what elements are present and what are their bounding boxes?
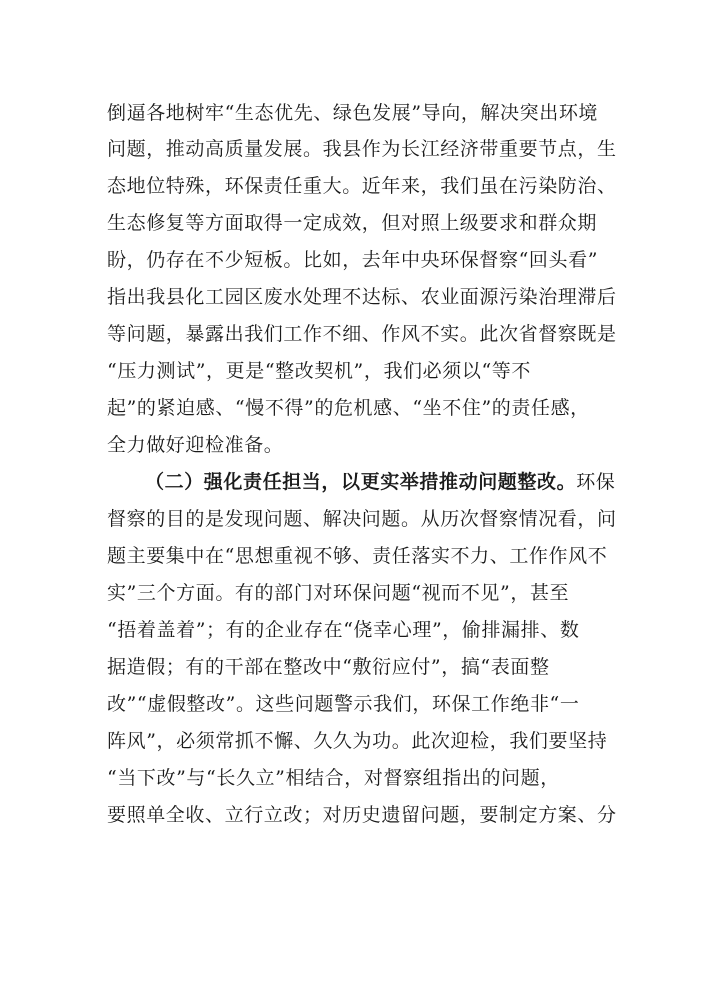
paragraph2-first-line-tail: 环保 — [576, 471, 616, 493]
paragraph2-line-8: “当下改”与“长久立”相结合，对督察组指出的问题， — [107, 767, 560, 789]
paragraph1-line-3: 态地位特殊，环保责任重大。近年来，我们虽在污染防治、 — [107, 175, 617, 197]
section-heading: （二）强化责任担当，以更实举措推动问题整改。 — [145, 471, 577, 493]
paragraph1-line-7: 等问题，暴露出我们工作不细、作风不实。此次省督察既是 — [107, 323, 617, 345]
paragraph2-line-6: 改”“虚假整改”。这些问题警示我们，环保工作绝非“一 — [107, 693, 580, 715]
paragraph2-line-5: 据造假；有的干部在整改中“敷衍应付”，搞“表面整 — [107, 656, 550, 678]
paragraph2-line-4: “捂着盖着”；有的企业存在“侥幸心理”，偷排漏排、数 — [107, 619, 580, 641]
paragraph2-line-9: 要照单全收、立行立改；对历史遗留问题，要制定方案、分 — [107, 804, 617, 826]
paragraph1-line-6: 指出我县化工园区废水处理不达标、农业面源污染治理滞后 — [107, 286, 617, 308]
paragraph1-line-5: 盼，仍存在不少短板。比如，去年中央环保督察“回头看” — [107, 249, 599, 271]
paragraph2-line-1: 督察的目的是发现问题、解决问题。从历次督察情况看，问 — [107, 508, 617, 530]
paragraph1-line-2: 问题，推动高质量发展。我县作为长江经济带重要节点，生 — [107, 138, 617, 160]
paragraph2-line-2: 题主要集中在“思想重视不够、责任落实不力、工作作风不 — [107, 545, 608, 567]
paragraph2-line-3: 实”三个方面。有的部门对环保问题“视而不见”，甚至 — [107, 582, 570, 604]
paragraph1-line-1: 倒逼各地树牢“生态优先、绿色发展”导向，解决突出环境 — [107, 102, 599, 124]
paragraph1-line-4: 生态修复等方面取得一定成效，但对照上级要求和群众期 — [107, 212, 598, 234]
paragraph1-line-9: 起”的紧迫感、“慢不得”的危机感、“坐不住”的责任感， — [107, 397, 590, 419]
paragraph2-first-line — [145, 470, 645, 494]
paragraph1-line-10: 全力做好迎检准备。 — [107, 434, 284, 456]
paragraph1-line-8: “压力测试”，更是“整改契机”，我们必须以“等不 — [107, 360, 531, 382]
paragraph2-line-7: 阵风”，必须常抓不懈、久久为功。此次迎检，我们要坚持 — [107, 730, 608, 752]
